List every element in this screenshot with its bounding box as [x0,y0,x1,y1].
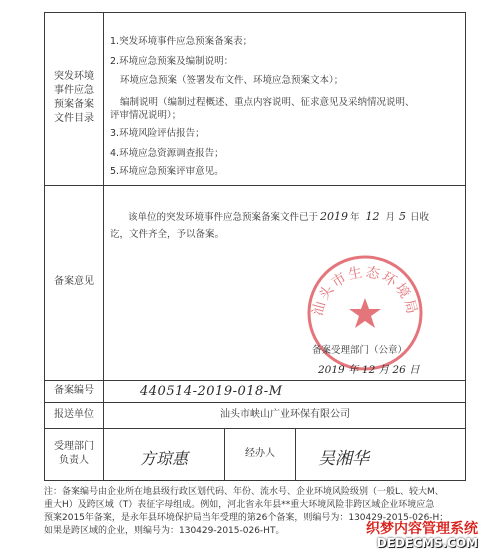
directory-item: 编制说明（编制过程概述、重点内容说明、征求意见及采纳情况说明、 [120,97,415,108]
row-divider-opinion [44,380,466,381]
opinion-text-suffix: 日收 [410,212,430,223]
watermark-domain: DEDECMS.COM [376,536,478,550]
year-unit: 年 [350,212,360,223]
handwritten-month: 12 [365,210,380,223]
opinion-text-prefix: 该单位的突发环境事件应急预案备案文件已于 [128,212,319,223]
footnote-line: 注：备案编号由企业所在地县级行政区划代码、年份、流水号、企业环境风险级别（一般L、较大M、 [44,487,444,497]
handwritten-sign-date: 2019 年 12 月 26 日 [318,364,420,376]
footnote-line: 如果是跨区域的企业，则编号为：130429-2015-026-HT。 [44,526,285,536]
submitting-unit-label: 报送单位 [54,409,94,420]
department-head-label: 受理部门 负责人 [54,441,94,466]
directory-item: 5.环境应急预案评审意见。 [110,166,224,177]
handwritten-record-number: 440514-2019-018-M [140,384,283,399]
directory-section-label: 突发环境 事件应急 预案备案 文件目录 [54,71,94,124]
record-number-label: 备案编号 [54,385,94,396]
row-divider-submit-unit [44,428,466,429]
directory-item: 评审情况说明）； [110,110,182,121]
opinion-section-label: 备案意见 [54,276,94,287]
handwritten-year: 2019 [320,210,349,223]
footnote-line: 预案2015年备案，是永年县环境保护局当年受理的第26个备案，则编号为：130429-2015-026-H； [44,513,449,523]
directory-item: 3.环境风险评估报告； [110,128,205,139]
directory-item: 1.突发环境事件应急预案备案表； [110,36,253,47]
submitting-unit-value: 汕头市峡山广业环保有限公司 [220,409,350,420]
opinion-text-line1 [128,211,429,224]
watermark-title: 织梦内容管理系统 [366,521,478,537]
directory-item: 4.环境应急资源调查报告； [110,148,224,159]
official-seal-stamp [300,248,430,378]
seal-star-icon [349,298,381,328]
month-unit: 月 [385,212,396,223]
directory-item: 2.环境应急预案及编制说明： [110,56,234,67]
handler-signature: 吴湘华 [318,449,369,469]
handwritten-day: 5 [399,210,407,223]
department-head-signature: 方琼惠 [140,449,189,468]
row-divider-record-no [44,402,466,403]
seal-text: 汕头市生态环境局 [309,264,421,318]
directory-item: 环境应急预案（签署发布文件、环境应急预案文本）； [120,75,344,86]
row-divider-directory [44,185,466,186]
signature-column-divider-2 [295,428,296,481]
signature-column-divider-1 [224,428,225,481]
filing-department-label: 备案受理部门（公章） [312,345,408,356]
footnote-line: 重大H）及跨区域（T）表征字母组成。例如，河北省永年县**重大环境风险非跨区域企业环境应急 [44,500,435,510]
handler-label: 经办人 [245,448,275,459]
opinion-text-line2: 讫，文件齐全，予以备案。 [110,229,225,240]
